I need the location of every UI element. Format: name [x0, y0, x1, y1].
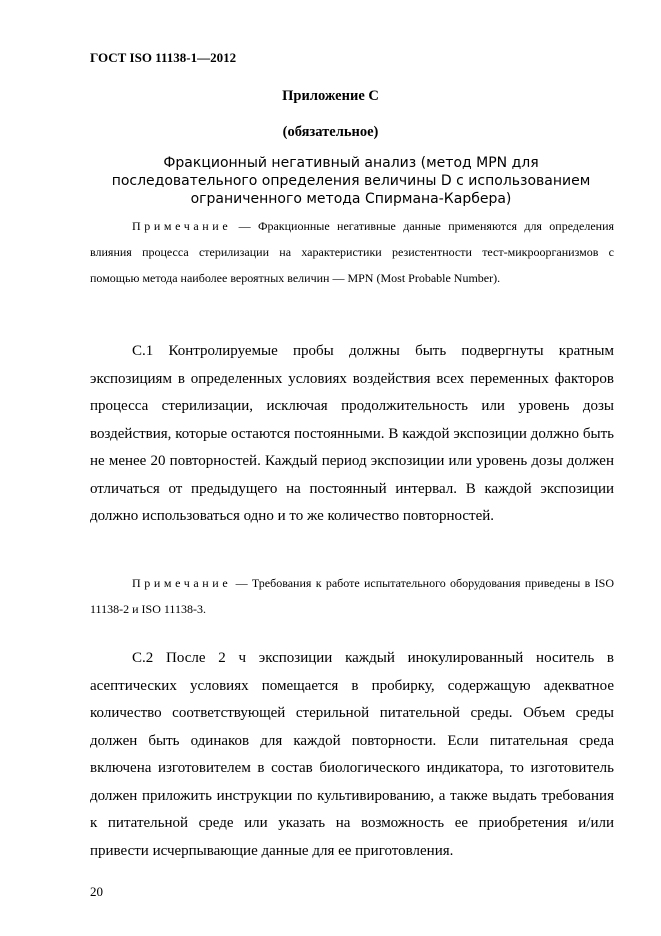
note-2-text: Требования к работе испытательного оборудования приведены в ISO 11138-2 и ISO 11138-3.: [90, 576, 615, 616]
page-number: 20: [90, 884, 103, 899]
appendix-title: Приложение С: [282, 88, 379, 104]
paragraph-c2: С.2 После 2 ч экспозиции каждый инокулированный носитель в асептических условиях помещается в пробирку, содержащую адекватное количество соответствующей стерильной питательной среды. Объем среды должен быть одинаков для каждой повторности. Если питательная среда включена изготовителем в состав биологического индикатора, то изготовитель должен приложить инструкции по культивированию, а также выдать требования к питательной среде или указать на возможность ее приобретения и/или привести исчерпывающие данные для ее приготовления.: [90, 650, 614, 859]
note-1-label: Примечание: [132, 219, 232, 233]
paragraph-c1: С.1 Контролируемые пробы должны быть подвергнуты кратным экспозициям в определенных условиях воздействия всех переменных факторов процесса стерилизации, исключая продолжительность или уровень дозы воздействия, которые остаются постоянными. В каждой экспозиции должно быть не менее 20 повторностей. Каждый период экспозиции или уровень дозы должен отличаться от предыдущего на постоянный интервал. В каждой экспозиции должно использоваться одно и то же количество повторностей.: [90, 343, 614, 524]
document-header: ГОСТ ISO 11138-1—2012: [90, 50, 237, 65]
note-1-text: Фракционные негативные данные применяются для определения влияния процесса стерилизации на характеристики резистентности тест-микроорганизмов с помощью метода наиболее вероятных величин — MPN (Most Probable Number).: [90, 219, 615, 285]
note-2-label: Примечание: [132, 576, 232, 590]
note-2-dash: —: [231, 576, 252, 590]
section-title: Фракционный негативный анализ (метод MPN для последовательного определения величины D с использованием ограниченного метода Спирмана-Карбера): [111, 155, 591, 207]
note-1: [90, 213, 614, 291]
note-2: [90, 570, 614, 622]
note-1-dash: —: [231, 219, 258, 233]
appendix-status: (обязательное): [282, 124, 379, 140]
